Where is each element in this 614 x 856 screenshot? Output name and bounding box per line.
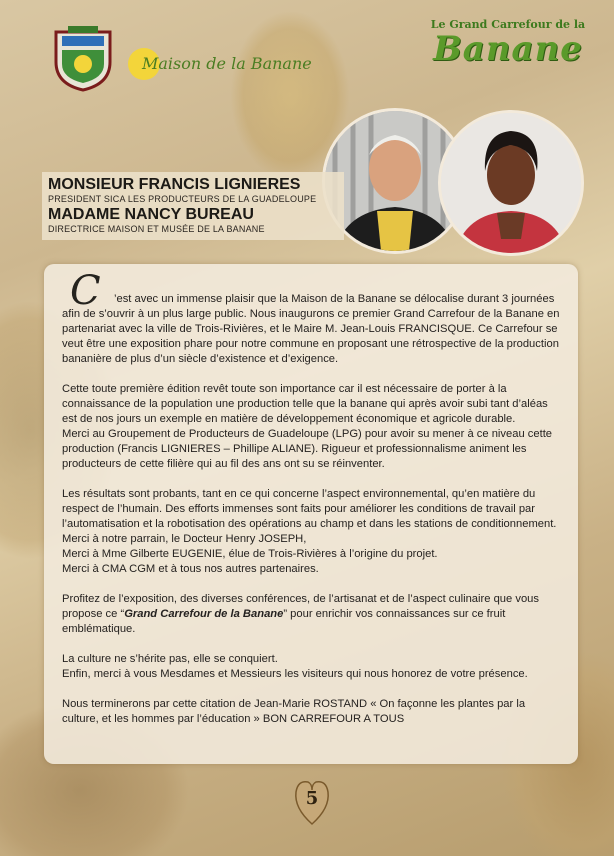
letter-text	[62, 292, 562, 742]
paragraph-text: Merci au Groupement de Producteurs de Guadeloupe (LPG) pour avoir su mener à ce niveau cette production (Francis LIGNIERES – Phillipe ALIANE). Rigueur et professionnalisme animent les producteurs de cette filière qui au fil des ans ont su se réinventer.	[62, 428, 553, 470]
authors-block	[42, 172, 344, 240]
maison-de-la-banane-logo	[128, 48, 312, 82]
paragraph	[62, 382, 562, 472]
paragraph-text: ’est avec un immense plaisir que la Maison de la Banane se délocalise durant 3 journées afin de s’ouvrir à un plus large public. Nous inaugurons ce premier Grand Carrefour de la Banane en partenariat avec la ville de Trois-Rivières, et le Maire M. Jean-Louis FRANCISQUE. Ce Carrefour se veut être une exposition phare pour notre commune en proposant une rétrospective de la production bananière de plus d’un siècle d’existence et d’exigence.	[62, 293, 560, 365]
author-role: PRESIDENT SICA LES PRODUCTEURS DE LA GUADELOUPE	[48, 194, 317, 204]
author-name: MONSIEUR FRANCIS LIGNIERES	[48, 176, 301, 193]
author-name: MADAME NANCY BUREAU	[48, 206, 254, 223]
page-number: 5	[305, 788, 319, 809]
paragraph-text: Enfin, merci à vous Mesdames et Messieurs les visiteurs qui nous honorez de votre présence.	[62, 668, 528, 680]
event-name-emphasis: Grand Carrefour de la Banane	[124, 608, 284, 620]
paragraph-text: Cette toute première édition revêt toute son importance car il est nécessaire de porter à la connaissance de la population une production telle que la banane qui après avoir subi tant d’aléas est de nos jours un exemple en matière de développement économique et agricole durable.	[62, 383, 548, 425]
paragraph-text: La culture ne s’hérite pas, elle se conquiert.	[62, 653, 278, 665]
author-role: DIRECTRICE MAISON ET MUSÉE DE LA BANANE	[48, 224, 265, 234]
photo-nancy-bureau	[438, 110, 584, 256]
paragraph	[62, 292, 562, 367]
paragraph-text: Merci à Mme Gilberte EUGENIE, élue de Trois-Rivières à l’origine du projet.	[62, 548, 438, 560]
paragraph-text: Merci à notre parrain, le Docteur Henry JOSEPH,	[62, 533, 307, 545]
paragraph	[62, 487, 562, 577]
paragraph-text: Merci à CMA CGM et à tous nos autres partenaires.	[62, 563, 319, 575]
paragraph	[62, 652, 562, 682]
maison-logo-text: Maison de la Banane	[142, 54, 312, 73]
paragraph-text: ” pour enrichir vos connaissances sur ce fruit emblématique.	[62, 608, 506, 635]
brand-subtitle: Le Grand Carrefour de la	[430, 18, 586, 31]
paragraph	[62, 592, 562, 637]
header-logos	[48, 22, 312, 94]
paragraph-text: Les résultats sont probants, tant en ce qui concerne l’aspect environnemental, qu’en matière du respect de l’humain. Des efforts immenses sont faits pour améliorer les conditions de travail par l’automatisation et la robotisation des opérations au champ et dans les stations de conditionnement.	[62, 488, 557, 530]
brand-title: Banane	[433, 29, 583, 69]
drop-cap: C	[70, 268, 101, 314]
letter-body	[44, 264, 578, 764]
municipal-crest-logo	[48, 22, 118, 92]
paragraph	[62, 697, 562, 727]
page-number-badge	[292, 776, 332, 828]
paragraph-text: Nous terminerons par cette citation de Jean-Marie ROSTAND « On façonne les plantes par la culture, et les hommes par l’éducation » BON CARREFOUR A TOUS	[62, 698, 526, 725]
grand-carrefour-logo	[418, 18, 598, 82]
paragraph-text: Profitez de l’exposition, des diverses conférences, de l’artisanat et de l’aspect culinaire que vous propose ce “	[62, 593, 539, 620]
